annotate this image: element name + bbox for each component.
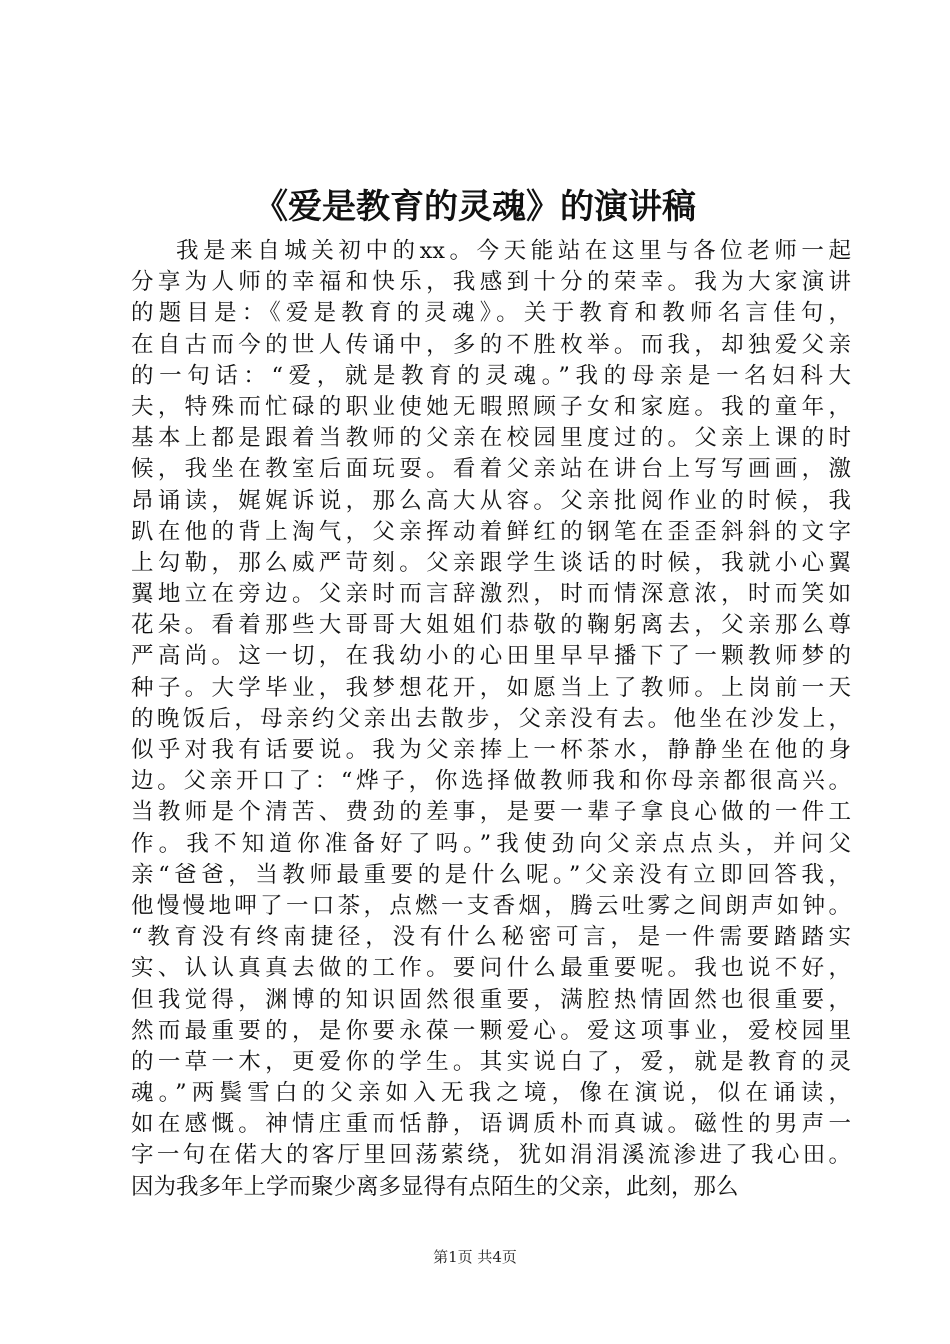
document-title: 《爱是教育的灵魂》的演讲稿 — [254, 187, 696, 227]
body-line: 我是来自城关初中的xx。今天能站在这里与各位老师一起 — [176, 238, 851, 264]
body-line: 如在感慨。神情庄重而恬静，语调质朴而真诚。磁性的男声一 — [131, 1111, 851, 1138]
body-line: 但我觉得，渊博的知识固然很重要，满腔热情固然也很重要， — [131, 986, 851, 1013]
body-line: 严高尚。这一切，在我幼小的心田里早早播下了一颗教师梦的 — [131, 643, 851, 670]
page-footer: 第1页 共4页 — [433, 1248, 517, 1266]
body-line: 的一句话：“爱，就是教育的灵魂。”我的母亲是一名妇科大 — [131, 362, 851, 389]
body-line: 当教师是个清苦、费劲的差事，是要一辈子拿良心做的一件工 — [131, 799, 851, 826]
body-line: 候，我坐在教室后面玩耍。看着父亲站在讲台上写写画画，激 — [131, 456, 851, 483]
body-line: 昂诵读，娓娓诉说，那么高大从容。父亲批阅作业的时候，我 — [131, 487, 851, 514]
body-line: 他慢慢地呷了一口茶，点燃一支香烟，腾云吐雾之间朗声如钟。 — [131, 892, 851, 919]
body-line: 边。父亲开口了：“烨子，你选择做教师我和你母亲都很高兴。 — [131, 768, 851, 795]
body-line: 翼地立在旁边。父亲时而言辞激烈，时而情深意浓，时而笑如 — [131, 581, 851, 608]
body-line: 字一句在偌大的客厅里回荡萦绕，犹如涓涓溪流渗进了我心田。 — [131, 1142, 851, 1169]
body-line: 花朵。看着那些大哥哥大姐姐们恭敬的鞠躬离去，父亲那么尊 — [131, 612, 851, 639]
body-line: 魂。”两鬓雪白的父亲如入无我之境，像在演说，似在诵读， — [131, 1080, 851, 1107]
document-body — [131, 236, 851, 1203]
body-line: 亲“爸爸，当教师最重要的是什么呢。”父亲没有立即回答我， — [131, 861, 851, 888]
body-line: 作。我不知道你准备好了吗。”我使劲向父亲点点头，并问父 — [131, 830, 851, 857]
body-line: 实、认认真真去做的工作。要问什么最重要呢。我也说不好， — [131, 955, 851, 982]
body-line: 在自古而今的世人传诵中，多的不胜枚举。而我，却独爱父亲 — [131, 331, 851, 358]
body-line: 的晚饭后，母亲约父亲出去散步，父亲没有去。他坐在沙发上， — [131, 705, 851, 732]
body-line: 然而最重要的，是你要永葆一颗爱心。爱这项事业，爱校园里 — [131, 1017, 851, 1044]
body-line: 的一草一木，更爱你的学生。其实说白了，爱，就是教育的灵 — [131, 1048, 851, 1075]
body-line: 基本上都是跟着当教师的父亲在校园里度过的。父亲上课的时 — [131, 425, 851, 452]
body-line: “教育没有终南捷径，没有什么秘密可言，是一件需要踏踏实 — [131, 924, 851, 951]
body-line: 似乎对我有话要说。我为父亲捧上一杯茶水，静静坐在他的身 — [131, 737, 851, 763]
body-line: 上勾勒，那么威严苛刻。父亲跟学生谈话的时候，我就小心翼 — [131, 549, 851, 576]
body-line: 种子。大学毕业，我梦想花开，如愿当上了教师。上岗前一天 — [131, 674, 851, 701]
body-line: 的题目是：《爱是教育的灵魂》。关于教育和教师名言佳句， — [131, 300, 851, 327]
body-line: 夫，特殊而忙碌的职业使她无暇照顾子女和家庭。我的童年， — [131, 393, 851, 420]
body-line: 分享为人师的幸福和快乐，我感到十分的荣幸。我为大家演讲 — [131, 269, 851, 296]
body-line: 因为我多年上学而聚少离多显得有点陌生的父亲，此刻，那么 — [131, 1173, 739, 1200]
body-line: 趴在他的背上淘气，父亲挥动着鲜红的钢笔在歪歪斜斜的文字 — [131, 518, 851, 545]
